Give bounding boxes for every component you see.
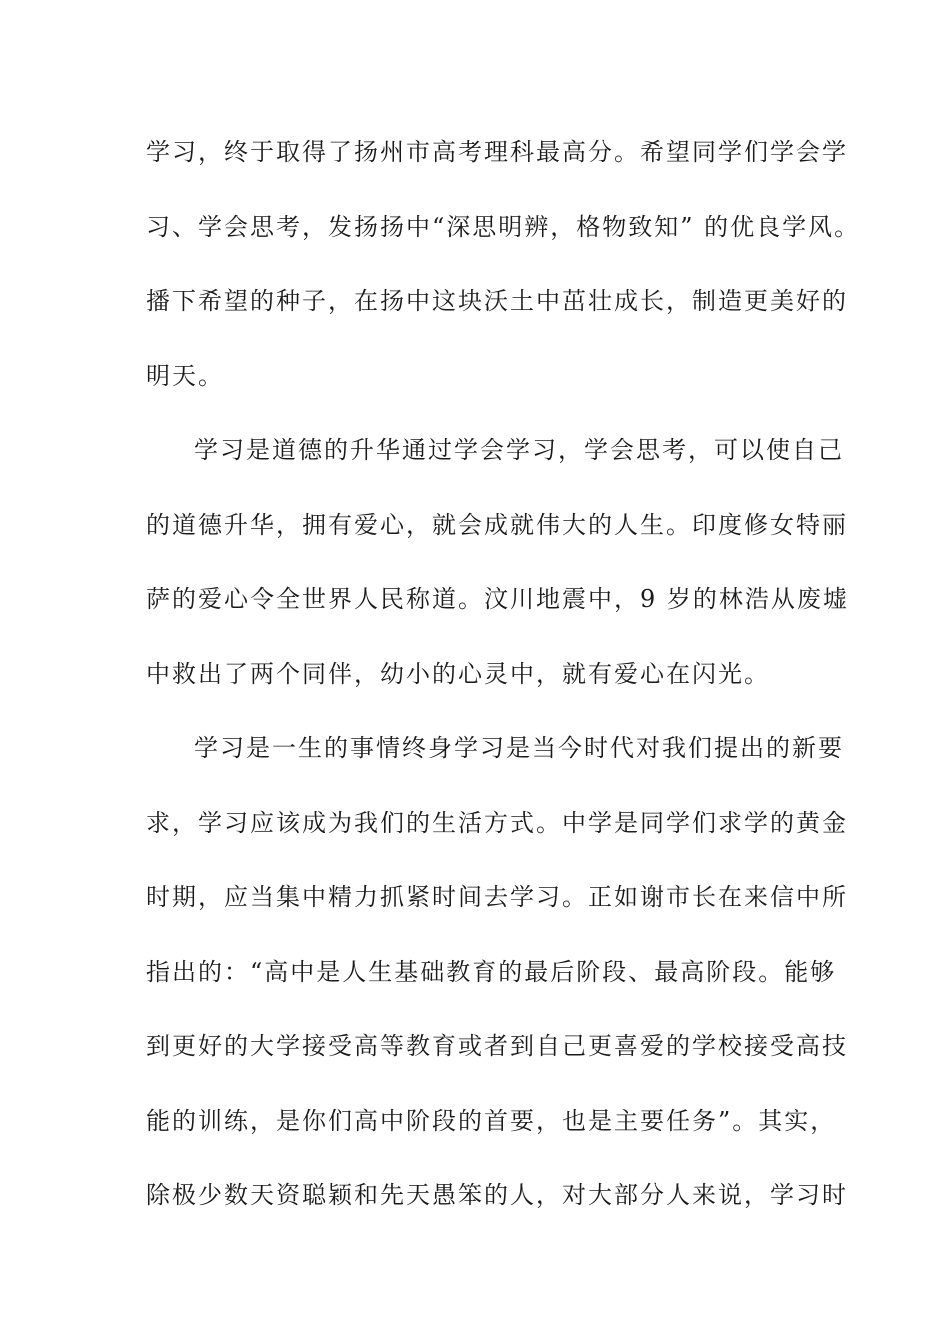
text-line: 除极少数天资聪颖和先天愚笨的人，对大部分人来说，学习时 bbox=[146, 1181, 848, 1209]
text-line: 学习，终于取得了扬州市高考理科最高分。希望同学们学会学 bbox=[146, 138, 848, 166]
paragraph-first-line: 学习是道德的升华通过学会学习，学会思考，可以使自己 bbox=[194, 436, 844, 464]
text-line: 求，学习应该成为我们的生活方式。中学是同学们求学的黄金 bbox=[146, 809, 848, 837]
text-line: 萨的爱心令全世界人民称道。汶川地震中，9 岁的林浩从废墟 bbox=[146, 585, 849, 613]
text-line: 能的训练，是你们高中阶段的首要，也是主要任务”。其实， bbox=[146, 1107, 837, 1135]
text-line: 中救出了两个同伴，幼小的心灵中，就有爱心在闪光。 bbox=[146, 660, 770, 688]
text-line: 的道德升华，拥有爱心，就会成就伟大的人生。印度修女特丽 bbox=[146, 511, 848, 539]
text-line: 习、学会思考，发扬扬中“深思明辨，格物致知” 的优良学风。 bbox=[146, 213, 861, 241]
paragraph-first-line: 学习是一生的事情终身学习是当今时代对我们提出的新要 bbox=[194, 734, 844, 762]
text-line: 到更好的大学接受高等教育或者到自己更喜爱的学校接受高技 bbox=[146, 1032, 848, 1060]
text-line: 明天。 bbox=[146, 362, 224, 390]
text-line: 播下希望的种子，在扬中这块沃土中茁壮成长，制造更美好的 bbox=[146, 287, 848, 315]
text-line: 指出的：“高中是人生基础教育的最后阶段、最高阶段。能够 bbox=[146, 958, 837, 986]
text-line: 时期，应当集中精力抓紧时间去学习。正如谢市长在来信中所 bbox=[146, 883, 848, 911]
